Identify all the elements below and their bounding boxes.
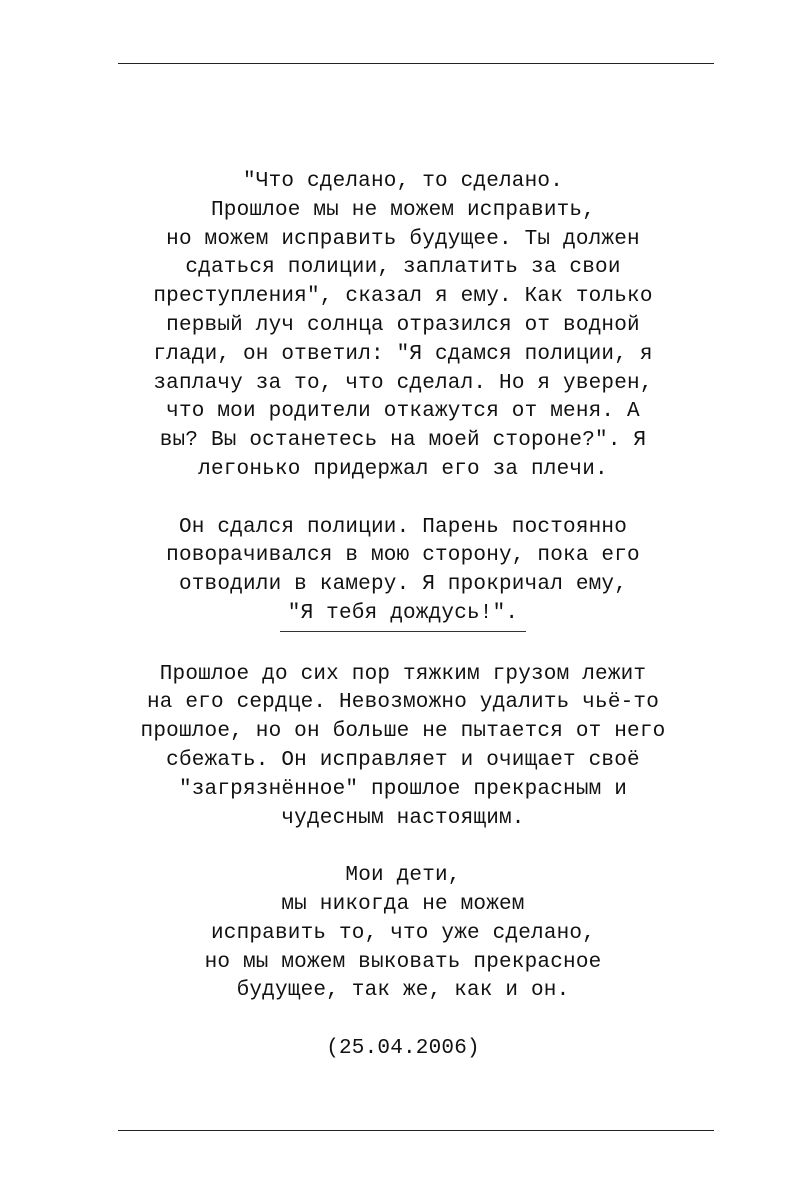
text-line: Мои дети, — [345, 864, 461, 888]
page-text — [0, 168, 806, 1064]
text-line: сбежать. Он исправляет и очищает своё — [166, 748, 640, 772]
paragraph-1 — [0, 168, 806, 485]
text-line: будущее, так же, как и он. — [236, 979, 570, 1003]
text-line: исправить то, что уже сделано, — [210, 921, 596, 945]
text-line: отводили в камеру. Я прокричал ему, — [178, 573, 628, 597]
text-line: Он сдался полиции. Парень постоянно — [178, 515, 628, 539]
underlined-quote: "Я тебя дождусь!". — [280, 600, 526, 632]
text-line: легонько придержал его за плечи. — [198, 457, 608, 481]
text-line: Прошлое мы не можем исправить, — [210, 198, 596, 222]
text-line: на его сердце. Невозможно удалить чьё-то — [146, 691, 660, 715]
text-line: сдаться полиции, заплатить за свои — [185, 256, 621, 280]
paragraph-4 — [0, 862, 806, 1006]
text-line: "загрязнённое" прошлое прекрасным и — [178, 777, 628, 801]
text-line: мы никогда не можем — [281, 892, 525, 916]
text-line: первый луч солнца отразился от водной — [166, 313, 640, 337]
text-line: поворачивался в мою сторону, пока его — [166, 544, 640, 568]
date: (25.04.2006) — [326, 1036, 480, 1060]
text-line: Прошлое до сих пор тяжким грузом лежит — [159, 662, 647, 686]
paragraph-2 — [0, 514, 806, 632]
text-line: но мы можем выковать прекрасное — [204, 950, 602, 974]
date-line — [0, 1035, 806, 1064]
text-line: "Что сделано, то сделано. — [242, 170, 564, 193]
text-line: глади, он ответил: "Я сдамся полиции, я — [153, 342, 653, 366]
paragraph-3 — [0, 661, 806, 834]
text-line: прошлое, но он больше не пытается от него — [140, 720, 666, 744]
text-line: заплачу за то, что сделал. Но я уверен, — [153, 371, 653, 395]
text-line: но можем исправить будущее. Ты должен — [166, 227, 640, 251]
top-rule — [118, 63, 714, 64]
text-line: чудесным настоящим. — [281, 806, 525, 830]
text-line: что мои родители откажутся от меня. А — [166, 400, 640, 424]
text-line: преступления", сказал я ему. Как только — [153, 285, 653, 309]
text-line: вы? Вы останетесь на моей стороне?". Я — [159, 429, 647, 453]
underlined-line — [0, 600, 806, 632]
bottom-rule — [118, 1130, 714, 1131]
